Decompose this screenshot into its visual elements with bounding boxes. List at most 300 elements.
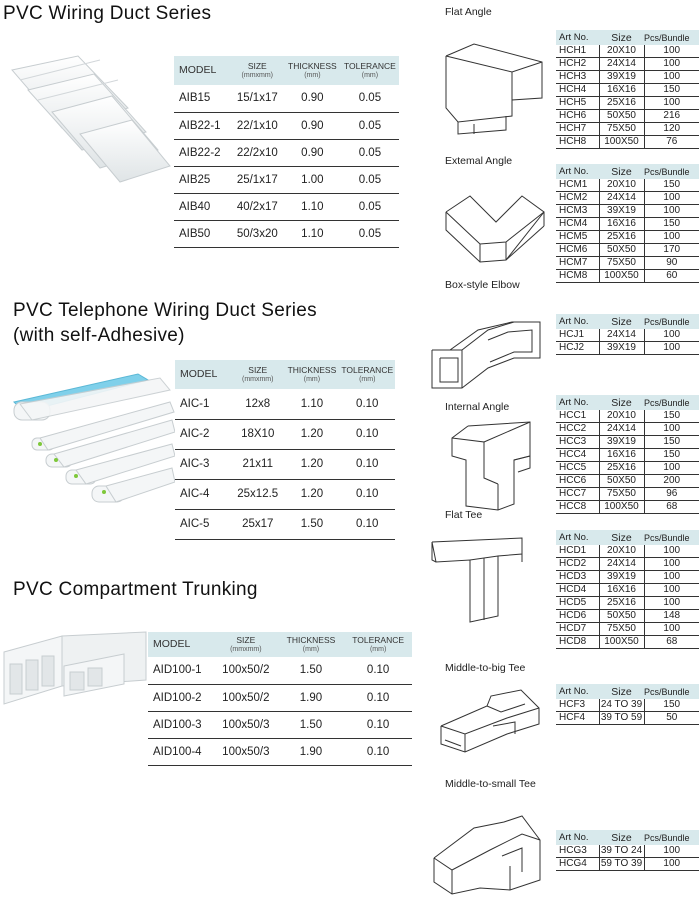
column-header xyxy=(278,632,345,657)
size-header: Size xyxy=(611,165,632,178)
table-cell: 24X14 xyxy=(599,329,644,342)
table-cell: HCD3 xyxy=(556,571,599,584)
table-cell: 0.10 xyxy=(339,419,395,449)
pcs-header: Pcs/Bundle xyxy=(644,316,690,327)
size-header: Size xyxy=(611,831,632,844)
table-cell: 39 TO 24 xyxy=(600,845,643,856)
table-cell: 1.90 xyxy=(278,684,345,711)
table-cell: HCM5 xyxy=(556,231,599,244)
table-cell: 170 xyxy=(644,244,699,257)
internal-angle-label: Internal Angle xyxy=(445,401,510,413)
table-cell: 1.50 xyxy=(278,711,345,738)
table-cell: 0.05 xyxy=(341,139,399,166)
table-row xyxy=(556,597,699,610)
table-cell: 24X14 xyxy=(599,192,644,205)
column-header xyxy=(344,632,412,657)
table-cell: 100X50 xyxy=(599,136,644,149)
table-cell: HCJ2 xyxy=(556,342,599,355)
table-row xyxy=(556,329,699,342)
tolerance-header: TOLERANCE xyxy=(352,634,405,645)
table-cell: AID100-1 xyxy=(148,657,214,684)
table-row xyxy=(556,501,699,514)
table-cell: 96 xyxy=(644,488,699,501)
table-cell: 16X16 xyxy=(599,218,644,231)
table-cell: HCC8 xyxy=(556,501,599,514)
table-row xyxy=(556,231,699,244)
table-cell: 60 xyxy=(644,270,699,283)
table-cell: AIB22-1 xyxy=(174,112,231,139)
table-row xyxy=(556,136,699,149)
table-row xyxy=(175,509,395,539)
table-cell: 100 xyxy=(644,845,699,858)
table-cell: 20X10 xyxy=(599,545,644,558)
table-row xyxy=(556,584,699,597)
table-cell: 100 xyxy=(644,97,699,110)
table-cell: 24 TO 39 xyxy=(600,699,643,710)
table-cell: 40/2x17 xyxy=(231,193,284,220)
table-cell: 0.10 xyxy=(339,389,395,419)
table-cell: 100 xyxy=(644,623,699,636)
table-cell: 25X16 xyxy=(599,97,644,110)
size-header: Size xyxy=(611,396,632,409)
art-no-header: Art No. xyxy=(559,397,589,408)
tolerance-unit: (mm) xyxy=(359,375,376,383)
table-cell: 0.05 xyxy=(341,85,399,112)
table-row xyxy=(556,488,699,501)
table-cell: 1.90 xyxy=(278,738,345,765)
table-cell: 25X16 xyxy=(599,231,644,244)
table-cell: 50X50 xyxy=(599,475,644,488)
table-row xyxy=(556,623,699,636)
model-header: MODEL xyxy=(179,64,217,76)
middle-to-small-tee-label: Middle-to-small Tee xyxy=(445,778,536,790)
table-cell: AIB50 xyxy=(174,220,231,247)
compartment-trunking-title: PVC Compartment Trunking xyxy=(13,579,258,600)
middle-to-big-tee-table xyxy=(556,684,699,725)
table-cell: 100 xyxy=(644,45,699,58)
size-header: SIZE xyxy=(247,60,267,71)
table-row xyxy=(556,58,699,71)
tolerance-unit: (mm) xyxy=(369,645,387,653)
table-cell: 39 TO 59 xyxy=(600,712,643,723)
middle-to-small-tee-drawing xyxy=(430,810,548,900)
header-row xyxy=(556,530,699,545)
compartment-spec-table xyxy=(148,632,412,766)
pcs-header: Pcs/Bundle xyxy=(644,686,690,697)
table-cell: 100 xyxy=(644,597,699,610)
size-unit: (mmxmm) xyxy=(230,645,262,653)
size-header: Size xyxy=(611,531,632,544)
box-elbow-drawing xyxy=(428,308,548,394)
table-cell: 100 xyxy=(644,858,699,871)
tolerance-header: TOLERANCE xyxy=(344,60,396,71)
table-cell: HCD8 xyxy=(556,636,599,649)
table-cell: 0.10 xyxy=(344,684,412,711)
table-row xyxy=(556,123,699,136)
table-row xyxy=(175,419,395,449)
table-cell: 1.20 xyxy=(284,449,339,479)
table-cell: HCH7 xyxy=(556,123,599,136)
size-header: SIZE xyxy=(236,634,256,645)
art-no-header: Art No. xyxy=(559,832,589,843)
table-cell: AID100-4 xyxy=(148,738,214,765)
table-cell: HCH6 xyxy=(556,110,599,123)
table-cell: 1.10 xyxy=(284,389,339,419)
table-cell: 75X50 xyxy=(599,488,644,501)
table-cell: 39X19 xyxy=(599,71,644,84)
table-cell: HCD2 xyxy=(556,558,599,571)
table-cell: 100 xyxy=(644,205,699,218)
size-header: Size xyxy=(611,685,632,698)
flat-angle-drawing xyxy=(438,38,550,138)
table-row xyxy=(175,389,395,419)
table-cell: 100 xyxy=(644,329,699,342)
table-cell: 68 xyxy=(644,636,699,649)
table-cell: 20X10 xyxy=(599,410,644,423)
header-row xyxy=(174,56,399,85)
table-cell: 68 xyxy=(644,501,699,514)
table-cell: 39X19 xyxy=(599,205,644,218)
table-row xyxy=(556,699,699,712)
table-cell: 16X16 xyxy=(599,84,644,97)
table-cell: HCC7 xyxy=(556,488,599,501)
pcs-header: Pcs/Bundle xyxy=(644,832,690,843)
table-row xyxy=(556,244,699,257)
table-row xyxy=(148,711,412,738)
table-cell: HCM3 xyxy=(556,205,599,218)
pcs-header: Pcs/Bundle xyxy=(644,532,690,543)
table-cell: AIB25 xyxy=(174,166,231,193)
table-cell: HCH5 xyxy=(556,97,599,110)
table-row xyxy=(174,139,399,166)
table-row xyxy=(556,205,699,218)
table-cell: HCM6 xyxy=(556,244,599,257)
telephone-duct-subtitle: (with self-Adhesive) xyxy=(13,325,185,346)
table-cell: HCM7 xyxy=(556,257,599,270)
column-header xyxy=(339,360,395,389)
table-cell: 150 xyxy=(644,699,699,712)
thickness-header: THICKNESS xyxy=(288,60,337,71)
table-row xyxy=(174,220,399,247)
table-cell: 0.05 xyxy=(341,112,399,139)
table-cell: 1.20 xyxy=(284,479,339,509)
table-cell: 39X19 xyxy=(599,342,644,355)
table-cell: 39X19 xyxy=(599,571,644,584)
thickness-unit: (mm) xyxy=(303,375,321,383)
table-cell: 1.20 xyxy=(284,419,339,449)
table-cell: 0.05 xyxy=(341,220,399,247)
middle-to-big-tee-drawing xyxy=(435,682,547,762)
table-cell: 50X50 xyxy=(599,110,644,123)
table-cell: 100X50 xyxy=(599,270,644,283)
table-cell: 100 xyxy=(644,58,699,71)
table-cell: 75X50 xyxy=(599,123,644,136)
thickness-header: THICKNESS xyxy=(286,634,336,645)
table-cell: 25/1x17 xyxy=(231,166,284,193)
table-cell: 24X14 xyxy=(599,58,644,71)
column-header xyxy=(214,632,278,657)
table-cell: HCC4 xyxy=(556,449,599,462)
table-row xyxy=(556,545,699,558)
table-row xyxy=(556,558,699,571)
header-row xyxy=(556,684,699,699)
flat-tee-table xyxy=(556,530,699,649)
table-cell: 15/1x17 xyxy=(231,85,284,112)
table-cell: 100 xyxy=(644,584,699,597)
table-cell: 150 xyxy=(644,410,699,423)
telephone-spec-table xyxy=(175,360,395,540)
table-cell: 75X50 xyxy=(599,257,644,270)
table-cell: HCC1 xyxy=(556,410,599,423)
flat-angle-label: Flat Angle xyxy=(445,6,492,18)
column-header xyxy=(284,360,339,389)
middle-to-big-tee-label: Middle-to-big Tee xyxy=(445,662,526,674)
table-cell: HCD5 xyxy=(556,597,599,610)
header-row xyxy=(556,314,699,329)
table-cell: HCM8 xyxy=(556,270,599,283)
tolerance-header: TOLERANCE xyxy=(341,364,394,375)
table-cell: 0.10 xyxy=(339,479,395,509)
table-cell: 100x50/2 xyxy=(214,684,278,711)
table-cell: AID100-3 xyxy=(148,711,214,738)
table-cell: 18X10 xyxy=(231,419,284,449)
table-cell: AIC-2 xyxy=(175,419,231,449)
table-cell: AIB40 xyxy=(174,193,231,220)
table-cell: 20X10 xyxy=(599,45,644,58)
table-cell: 100 xyxy=(644,342,699,355)
column-header xyxy=(284,56,341,85)
table-row xyxy=(556,270,699,283)
table-cell: 59 TO 39 xyxy=(600,858,643,869)
header-row xyxy=(556,30,699,45)
table-cell: HCJ1 xyxy=(556,329,599,342)
flat-tee-drawing xyxy=(428,532,528,628)
table-cell: 50 xyxy=(644,712,699,725)
table-cell: 100x50/3 xyxy=(214,738,278,765)
art-no-header: Art No. xyxy=(559,316,589,327)
table-row xyxy=(556,45,699,58)
table-cell: 100X50 xyxy=(599,636,644,649)
box-elbow-label: Box-style Elbow xyxy=(445,279,520,291)
table-cell: 16X16 xyxy=(599,584,644,597)
art-no-header: Art No. xyxy=(559,532,589,543)
header-row xyxy=(175,360,395,389)
header-row xyxy=(556,395,699,410)
table-row xyxy=(148,738,412,765)
table-cell: HCC5 xyxy=(556,462,599,475)
table-cell: 150 xyxy=(644,179,699,192)
table-cell: AIC-4 xyxy=(175,479,231,509)
table-row xyxy=(556,636,699,649)
table-cell: 12x8 xyxy=(231,389,284,419)
table-cell: AIC-1 xyxy=(175,389,231,419)
table-cell: 100 xyxy=(644,71,699,84)
table-cell: HCG4 xyxy=(556,858,599,871)
table-cell: 50X50 xyxy=(599,244,644,257)
table-row xyxy=(556,571,699,584)
table-cell: 100 xyxy=(644,462,699,475)
table-cell: 75X50 xyxy=(599,623,644,636)
table-cell: HCM1 xyxy=(556,179,599,192)
table-cell: HCH4 xyxy=(556,84,599,97)
table-cell: 0.90 xyxy=(284,112,341,139)
table-cell: 100 xyxy=(644,558,699,571)
table-cell: 148 xyxy=(644,610,699,623)
table-row xyxy=(556,712,699,725)
table-cell: HCD6 xyxy=(556,610,599,623)
table-row xyxy=(174,166,399,193)
size-header: SIZE xyxy=(248,364,268,375)
internal-angle-drawing xyxy=(448,418,552,514)
thickness-unit: (mm) xyxy=(302,645,320,653)
column-header xyxy=(341,56,399,85)
table-cell: AIC-5 xyxy=(175,509,231,539)
table-row xyxy=(556,192,699,205)
table-cell: AID100-2 xyxy=(148,684,214,711)
table-cell: 1.00 xyxy=(284,166,341,193)
table-row xyxy=(556,71,699,84)
table-cell: 25x17 xyxy=(231,509,284,539)
table-row xyxy=(174,193,399,220)
table-row xyxy=(174,112,399,139)
table-cell: 100 xyxy=(644,423,699,436)
table-cell: 120 xyxy=(644,123,699,136)
table-row xyxy=(174,85,399,112)
table-cell: 150 xyxy=(644,218,699,231)
size-unit: (mmxmm) xyxy=(241,71,274,79)
table-row xyxy=(556,97,699,110)
table-row xyxy=(556,218,699,231)
size-unit: (mmxmm) xyxy=(241,375,274,383)
table-cell: HCF3 xyxy=(556,699,599,712)
size-header: Size xyxy=(611,31,632,44)
table-row xyxy=(556,410,699,423)
table-row xyxy=(148,657,412,684)
table-row xyxy=(556,610,699,623)
table-cell: HCH8 xyxy=(556,136,599,149)
table-cell: 0.10 xyxy=(339,449,395,479)
table-cell: 20X10 xyxy=(599,179,644,192)
table-row xyxy=(556,475,699,488)
table-cell: HCC2 xyxy=(556,423,599,436)
table-cell: HCC6 xyxy=(556,475,599,488)
compartment-trunking-photo xyxy=(2,630,148,710)
table-cell: HCD7 xyxy=(556,623,599,636)
pcs-header: Pcs/Bundle xyxy=(644,397,690,408)
thickness-header: THICKNESS xyxy=(287,364,337,375)
table-row xyxy=(148,684,412,711)
table-cell: 0.05 xyxy=(341,166,399,193)
table-cell: 1.10 xyxy=(284,193,341,220)
table-cell: 16X16 xyxy=(599,449,644,462)
middle-to-small-tee-table xyxy=(556,830,699,871)
wiring-duct-photo xyxy=(8,50,173,185)
table-row xyxy=(556,858,699,871)
table-cell: HCD1 xyxy=(556,545,599,558)
table-cell: 50/3x20 xyxy=(231,220,284,247)
table-cell: 216 xyxy=(644,110,699,123)
table-cell: 100 xyxy=(644,231,699,244)
table-cell: 0.10 xyxy=(344,738,412,765)
table-row xyxy=(175,479,395,509)
table-cell: AIC-3 xyxy=(175,449,231,479)
table-cell: 22/1x10 xyxy=(231,112,284,139)
table-cell: HCH3 xyxy=(556,71,599,84)
external-angle-table xyxy=(556,164,699,283)
thickness-unit: (mm) xyxy=(304,71,321,79)
table-row xyxy=(556,110,699,123)
table-cell: 200 xyxy=(644,475,699,488)
table-cell: 150 xyxy=(644,449,699,462)
size-header: Size xyxy=(611,315,632,328)
external-angle-label: Extemal Angle xyxy=(445,155,513,167)
table-cell: 21x11 xyxy=(231,449,284,479)
telephone-duct-photo xyxy=(10,368,175,508)
pcs-header: Pcs/Bundle xyxy=(644,166,690,177)
model-header: MODEL xyxy=(153,638,191,650)
table-cell: HCM4 xyxy=(556,218,599,231)
table-cell: 1.10 xyxy=(284,220,341,247)
table-cell: HCM2 xyxy=(556,192,599,205)
table-cell: 90 xyxy=(644,257,699,270)
table-cell: AIB22-2 xyxy=(174,139,231,166)
table-cell: 100 xyxy=(644,571,699,584)
table-cell: 0.10 xyxy=(344,657,412,684)
table-cell: AIB15 xyxy=(174,85,231,112)
table-cell: 24X14 xyxy=(599,558,644,571)
table-cell: 76 xyxy=(644,136,699,149)
column-header xyxy=(231,360,284,389)
table-cell: HCC3 xyxy=(556,436,599,449)
table-cell: 100 xyxy=(644,192,699,205)
flat-tee-label: Flat Tee xyxy=(445,509,483,521)
tolerance-unit: (mm) xyxy=(361,71,379,79)
table-row xyxy=(556,179,699,192)
art-no-header: Art No. xyxy=(559,166,589,177)
wiring-duct-title: PVC Wiring Duct Series xyxy=(3,3,212,24)
table-row xyxy=(556,462,699,475)
table-cell: 100x50/3 xyxy=(214,711,278,738)
table-cell: 1.50 xyxy=(278,657,345,684)
table-cell: 50X50 xyxy=(599,610,644,623)
column-header xyxy=(231,56,284,85)
table-cell: 100 xyxy=(644,545,699,558)
table-row xyxy=(556,84,699,97)
table-cell: HCH2 xyxy=(556,58,599,71)
wiring-spec-table xyxy=(174,56,399,248)
telephone-duct-title: PVC Telephone Wiring Duct Series xyxy=(13,300,317,321)
table-cell: 100X50 xyxy=(599,501,644,514)
table-cell: 25X16 xyxy=(599,597,644,610)
model-header: MODEL xyxy=(180,368,218,380)
table-cell: 1.50 xyxy=(284,509,339,539)
table-cell: 0.90 xyxy=(284,139,341,166)
external-angle-drawing xyxy=(440,182,552,280)
table-row xyxy=(556,423,699,436)
table-cell: 0.90 xyxy=(284,85,341,112)
table-cell: 24X14 xyxy=(599,423,644,436)
art-no-header: Art No. xyxy=(559,686,589,697)
table-cell: 150 xyxy=(644,84,699,97)
header-row xyxy=(148,632,412,657)
table-cell: 0.05 xyxy=(341,193,399,220)
table-row xyxy=(556,257,699,270)
table-cell: HCG3 xyxy=(556,845,599,858)
table-cell: 25X16 xyxy=(599,462,644,475)
table-cell: HCD4 xyxy=(556,584,599,597)
table-cell: 22/2x10 xyxy=(231,139,284,166)
header-row xyxy=(556,830,699,845)
